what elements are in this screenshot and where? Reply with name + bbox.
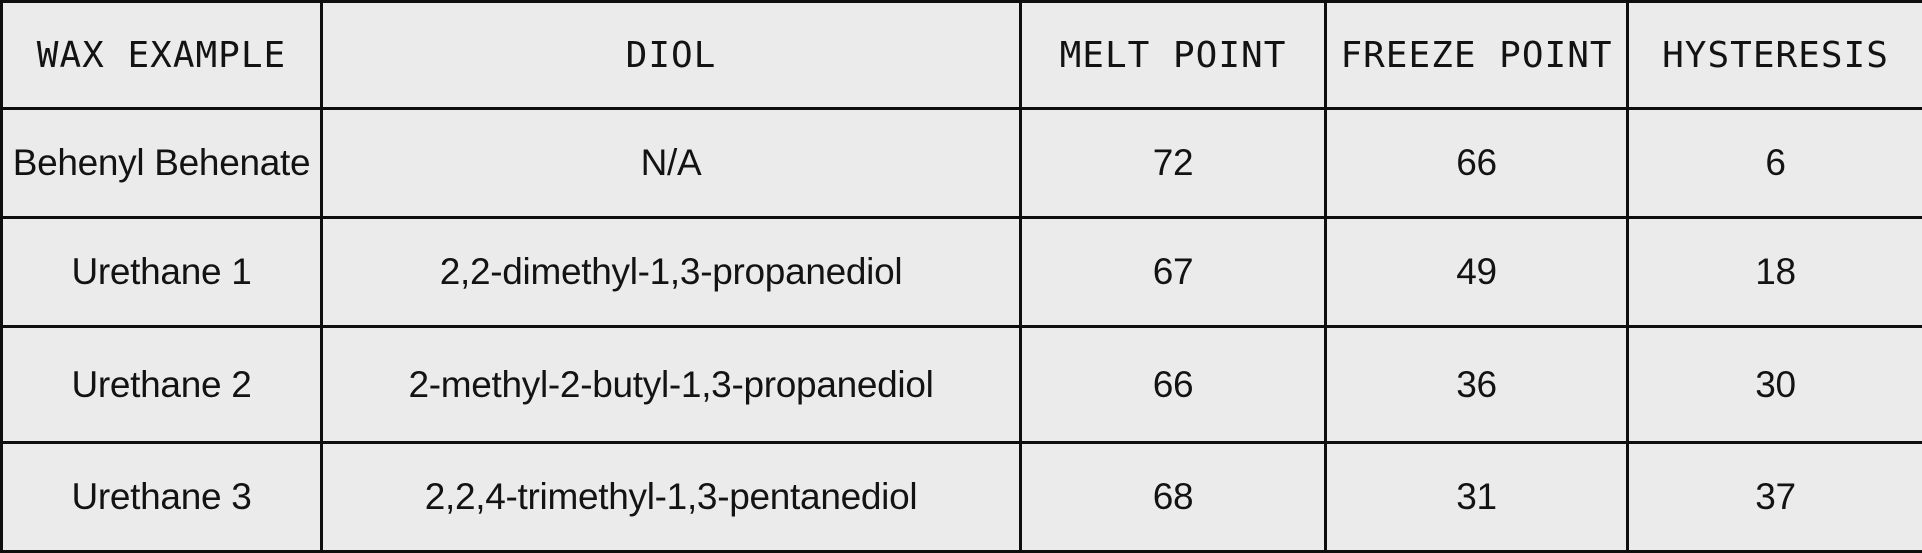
column-header-diol: DIOL — [322, 2, 1021, 109]
cell-freeze-point: 49 — [1326, 218, 1628, 327]
column-header-melt-point: MELT POINT — [1021, 2, 1326, 109]
cell-hysteresis: 6 — [1628, 109, 1922, 218]
table-row-urethane-3 — [2, 443, 1922, 552]
cell-wax-example: Urethane 2 — [2, 327, 322, 443]
cell-wax-example: Urethane 3 — [2, 443, 322, 552]
cell-freeze-point: 66 — [1326, 109, 1628, 218]
table-row-behenyl-behenate — [2, 109, 1922, 218]
cell-freeze-point: 31 — [1326, 443, 1628, 552]
cell-diol: N/A — [322, 109, 1021, 218]
cell-hysteresis: 37 — [1628, 443, 1922, 552]
cell-wax-example: Behenyl Behenate — [2, 109, 322, 218]
cell-melt-point: 67 — [1021, 218, 1326, 327]
column-header-hysteresis: HYSTERESIS — [1628, 2, 1922, 109]
cell-hysteresis: 18 — [1628, 218, 1922, 327]
table-row-urethane-1 — [2, 218, 1922, 327]
table-row-urethane-2 — [2, 327, 1922, 443]
header-row — [2, 2, 1922, 109]
cell-diol: 2,2-dimethyl-1,3-propanediol — [322, 218, 1021, 327]
cell-diol: 2-methyl-2-butyl-1,3-propanediol — [322, 327, 1021, 443]
cell-diol: 2,2,4-trimethyl-1,3-pentanediol — [322, 443, 1021, 552]
cell-melt-point: 68 — [1021, 443, 1326, 552]
cell-hysteresis: 30 — [1628, 327, 1922, 443]
cell-melt-point: 66 — [1021, 327, 1326, 443]
column-header-wax-example: WAX EXAMPLE — [2, 2, 322, 109]
cell-wax-example: Urethane 1 — [2, 218, 322, 327]
column-header-freeze-point: FREEZE POINT — [1326, 2, 1628, 109]
cell-freeze-point: 36 — [1326, 327, 1628, 443]
cell-melt-point: 72 — [1021, 109, 1326, 218]
